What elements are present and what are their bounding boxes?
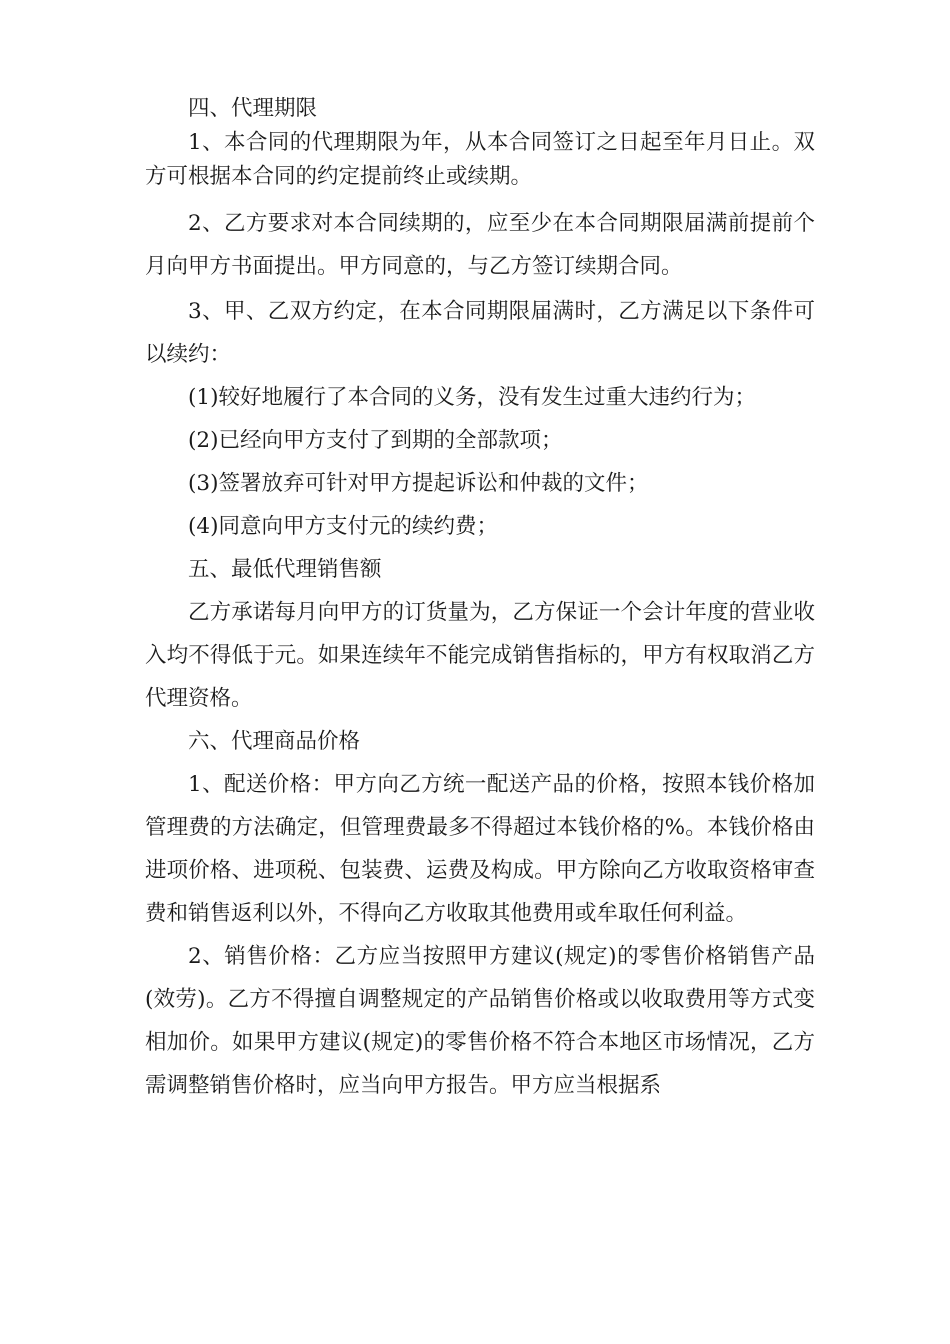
list-item-condition-4: (4)同意向甲方支付元的续约费； <box>188 514 498 539</box>
section-heading-min-sales: 五、最低代理销售额 <box>188 557 382 582</box>
list-item-condition-2: (2)已经向甲方支付了到期的全部款项； <box>188 428 563 453</box>
paragraph-term-2: 2、乙方要求对本合同续期的，应至少在本合同期限届满前提前个月向甲方书面提出。甲方同意的，与乙方签订续期合同。 <box>145 211 815 279</box>
paragraph-sales-price: 2、销售价格：乙方应当按照甲方建议(规定)的零售价格销售产品(效劳)。乙方不得擅自调整规定的产品销售价格或以收取费用等方式变相加价。如果甲方建议(规定)的零售价格不符合本地区市场情况，乙方需调整销售价格时，应当向甲方报告。甲方应当根据系 <box>145 944 815 1098</box>
document-body <box>145 92 815 1107</box>
paragraph-term-1: 1、本合同的代理期限为年，从本合同签订之日起至年月日止。双方可根据本合同的约定提前终止或续期。 <box>145 130 815 189</box>
paragraph-term-3: 3、甲、乙双方约定，在本合同期限届满时，乙方满足以下条件可以续约： <box>145 299 815 367</box>
section-heading-agency-term: 四、代理期限 <box>188 96 318 121</box>
list-item-condition-1: (1)较好地履行了本合同的义务，没有发生过重大违约行为； <box>188 385 756 410</box>
section-heading-product-price: 六、代理商品价格 <box>188 729 361 754</box>
paragraph-delivery-price: 1、配送价格：甲方向乙方统一配送产品的价格，按照本钱价格加管理费的方法确定，但管理费最多不得超过本钱价格的%。本钱价格由进项价格、进项税、包装费、运费及构成。甲方除向乙方收取资格审查费和销售返利以外，不得向乙方收取其他费用或牟取任何利益。 <box>145 772 815 926</box>
paragraph-min-sales: 乙方承诺每月向甲方的订货量为，乙方保证一个会计年度的营业收入均不得低于元。如果连续年不能完成销售指标的，甲方有权取消乙方代理资格。 <box>145 600 815 711</box>
list-item-condition-3: (3)签署放弃可针对甲方提起诉讼和仲裁的文件； <box>188 471 649 496</box>
